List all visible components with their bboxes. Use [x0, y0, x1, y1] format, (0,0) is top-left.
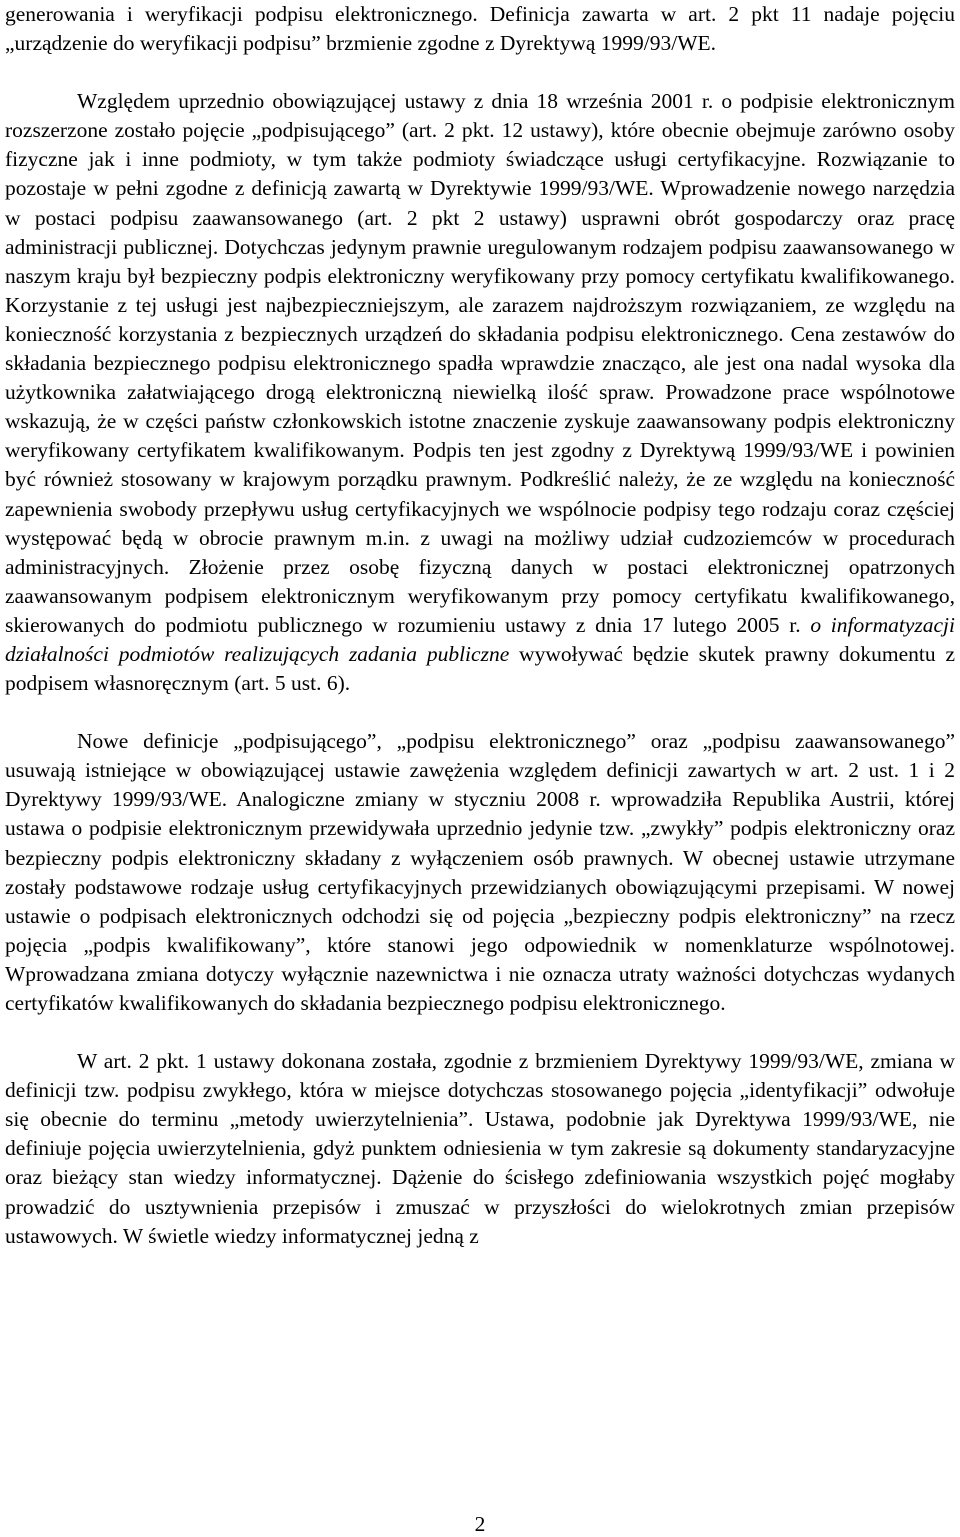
paragraph-1: generowania i weryfikacji podpisu elektronicznego. Definicja zawarta w art. 2 pkt 11 nadaje pojęciu „urządzenie do weryfikacji podpisu” brzmienie zgodne z Dyrektywą 1999/93/WE. [5, 2, 955, 56]
paragraph-2-text: Względem uprzednio obowiązującej ustawy z dnia 18 września 2001 r. o podpisie elektronicznym rozszerzone zostało pojęcie „podpisującego” (art. 2 pkt. 12 ustawy), które obecnie obejmuje zarówno osoby fizyczne jak i inne podmioty, w tym także podmioty świadczące usługi certyfikacyjne. Rozwiązanie to pozostaje w pełni zgodne z definicją zawartą w Dyrektywie 1999/93/WE. Wprowadzenie nowego narzędzia w postaci podpisu zaawansowanego (art. 2 pkt 2 ustawy) usprawni obrót gospodarczy oraz pracę administracji publicznej. Dotychczas jedynym prawnie uregulowanym rodzajem podpisu zaawansowanego w naszym kraju był bezpieczny podpis elektroniczny weryfikowany przy pomocy certyfikatu kwalifikowanego. Korzystanie z tej usługi jest najbezpieczniejszym, ale zarazem najdroższym rozwiązaniem, ze względu na konieczność korzystania z bezpiecznych urządzeń do składania podpisu elektronicznego. Cena zestawów do składania bezpiecznego podpisu elektronicznego spadła wprawdzie znacząco, ale jest ona nadal wysoka dla użytkownika załatwiającego drogą elektroniczną niewielką ilość spraw. Prowadzone prace wspólnotowe wskazują, że w części państw członkowskich istotne znaczenie zyskuje zaawansowany podpis elektroniczny weryfikowany certyfikatem kwalifikowanym. Podpis ten jest zgodny z Dyrektywą 1999/93/WE i powinien być również stosowany w krajowym porządku prawnym. Podkreślić należy, że ze względu na konieczność zapewnienia swobody przepływu usług certyfikacyjnych we wspólnocie podpisy tego rodzaju coraz częściej występować będą w obrocie prawnym m.in. z uwagi na możliwy udział cudzoziemców w procedurach administracyjnych. Złożenie przez osobę fizyczną danych w postaci elektronicznej opatrzonych zaawansowanym podpisem elektronicznym weryfikowanym przy pomocy certyfikatu kwalifikowanego, skierowanych do podmiotu publicznego w rozumieniu ustawy z dnia 17 lutego 2005 r. [5, 89, 955, 637]
paragraph-2 [5, 87, 955, 698]
paragraph-3: Nowe definicje „podpisującego”, „podpisu elektronicznego” oraz „podpisu zaawansowanego” usuwają istniejące w obowiązującej ustawie zawężenia względem definicji zawartych w art. 2 ust. 1 i 2 Dyrektywy 1999/93/WE. Analogiczne zmiany w styczniu 2008 r. wprowadziła Republika Austrii, której ustawa o podpisie elektronicznym przewidywała uprzednio jedynie tzw. „zwykły” podpis elektroniczny oraz bezpieczny podpis elektroniczny składany z wyłączeniem osób prawnych. W obecnej ustawie utrzymane zostały podstawowe rodzaje usług certyfikacyjnych przewidzianych obowiązującymi przepisami. W nowej ustawie o podpisach elektronicznych odchodzi się od pojęcia „bezpieczny podpis elektroniczny” na rzecz pojęcia „podpis kwalifikowany”, które stanowi jego odpowiednik w nomenklaturze wspólnotowej. Wprowadzana zmiana dotyczy wyłącznie nazewnictwa i nie oznacza utraty ważności dotychczas wydanych certyfikatów kwalifikowanych do składania bezpiecznego podpisu elektronicznego. [5, 729, 955, 1015]
document-page [5, 0, 955, 1251]
act-title-italic: o informatyzacji działalności podmiotów realizujących zadania publiczne [5, 612, 955, 666]
page-number: 2 [474, 1512, 486, 1536]
paragraph-gap [5, 1018, 955, 1047]
paragraph-gap [5, 698, 955, 727]
paragraph-2-text-end: wywoływać będzie skutek prawny dokumentu z podpisem własnoręcznym (art. 5 ust. 6). [5, 641, 955, 696]
paragraph-4: W art. 2 pkt. 1 ustawy dokonana została, zgodnie z brzmieniem Dyrektywy 1999/93/WE, zmiana w definicji tzw. podpisu zwykłego, która w miejsce dotychczas stosowanego pojęcia „identyfikacji” odwołuje się obecnie do terminu „metody uwierzytelnienia”. Ustawa, podobnie jak Dyrektywa 1999/93/WE, nie definiuje pojęcia uwierzytelnienia, gdyż punktem odniesienia w tym zakresie są dokumenty standaryzacyjne oraz bieżący stan wiedzy informatycznej. Dążenie do ścisłego zdefiniowania wszystkich pojęć mogłaby prowadzić do usztywnienia przepisów i zmuszać w przyszłości do wielokrotnych zmian przepisów ustawowych. W świetle wiedzy informatycznej jedną z [5, 1049, 955, 1248]
paragraph-gap [5, 58, 955, 87]
